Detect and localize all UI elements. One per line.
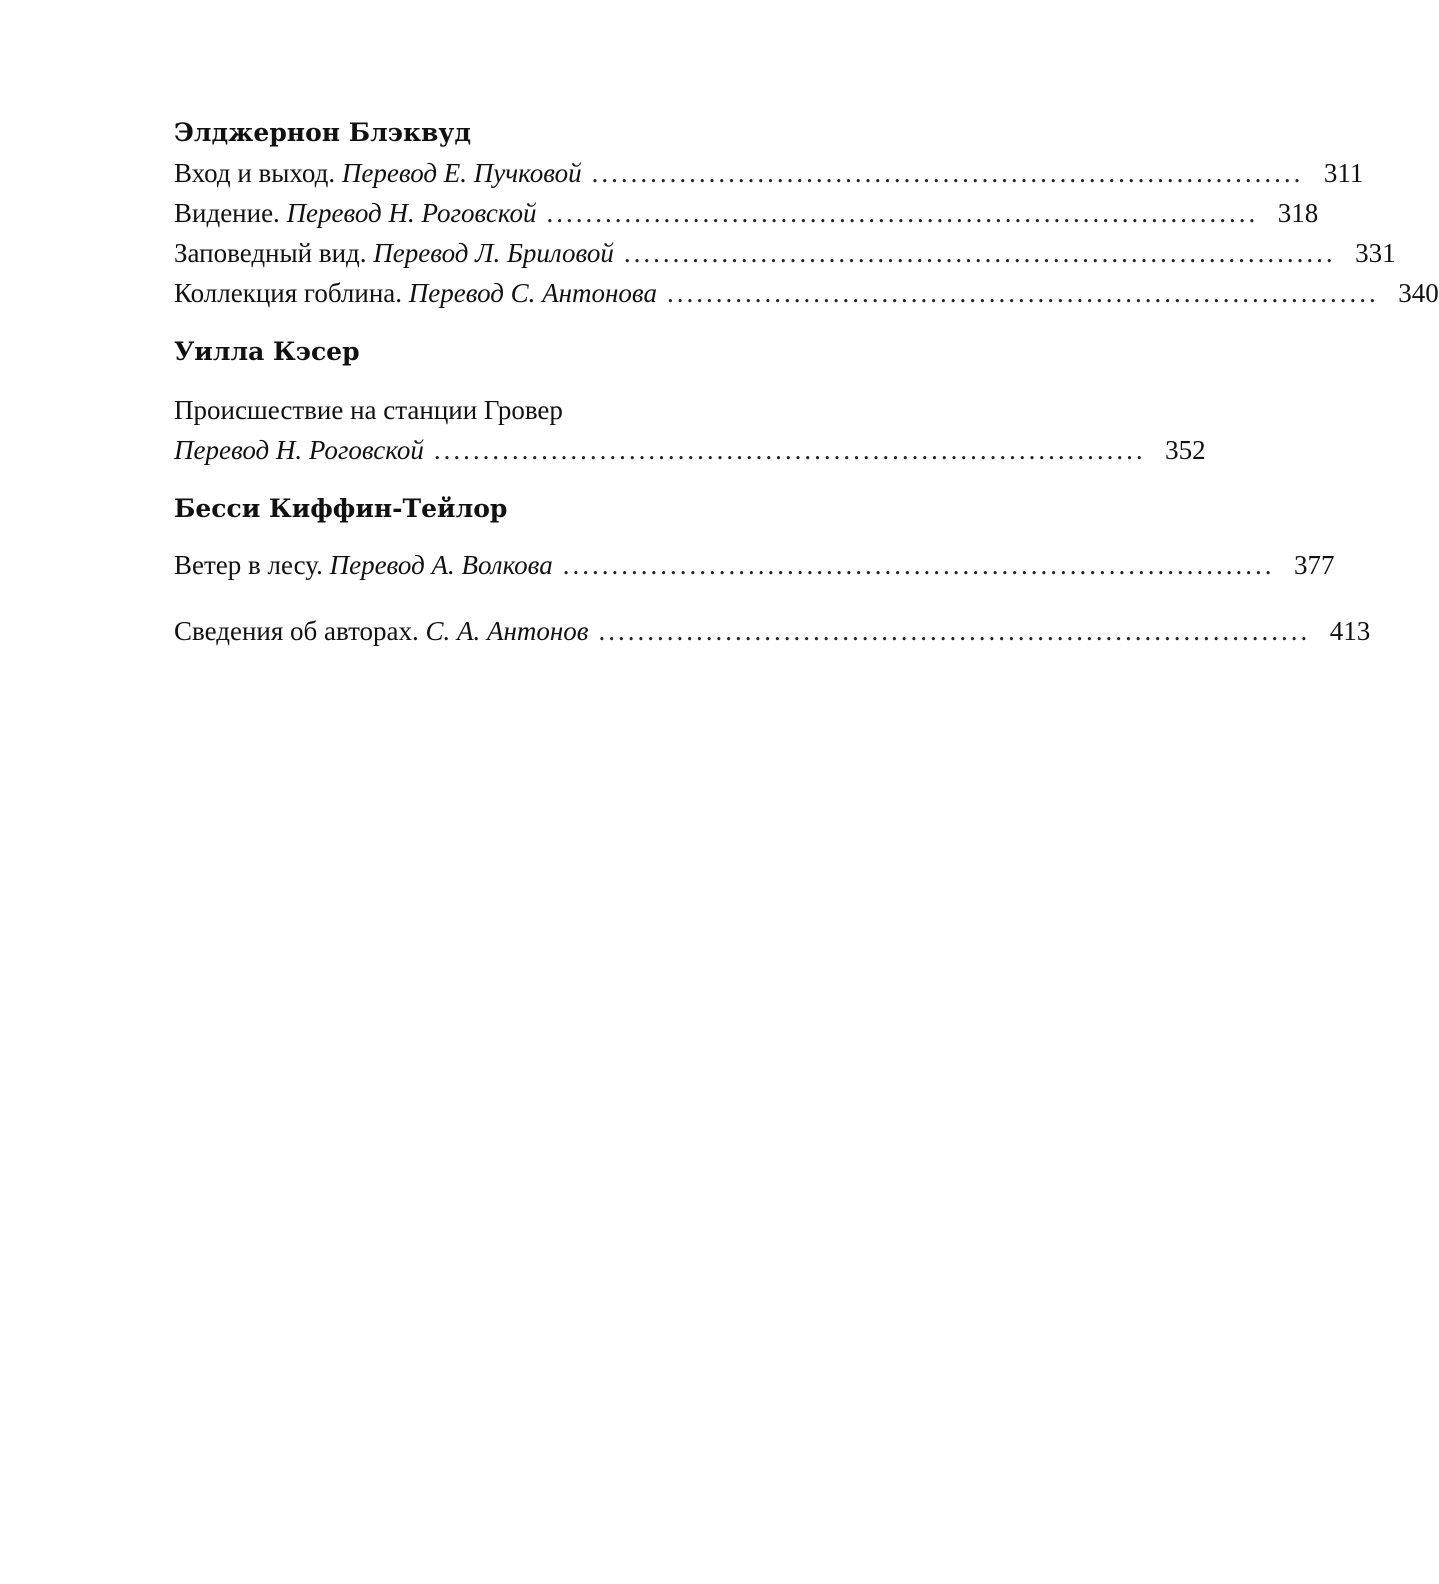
entry-translator: Перевод Н. Роговской [286,198,537,228]
entry-translator: Перевод Л. Бриловой [373,238,614,268]
entry-translator: Перевод Е. Пучковой [341,158,582,188]
section-spacer [174,585,868,611]
page-number: 340 [1398,278,1439,308]
entry-title-group [174,611,589,651]
toc-entry [174,545,1335,585]
toc-entry [174,273,1439,313]
author-heading: Элджернон Блэквуд [174,118,472,147]
entry-title-group [174,153,582,193]
entry-title-group [174,545,553,585]
dot-leader: ......................................................................... [546,198,1259,228]
page-number: 318 [1277,198,1319,228]
entry-title: Вход и выход. [174,158,336,188]
entry-title: Ветер в лесу. [174,550,323,580]
toc-entry-appendix [174,611,1371,651]
section-spacer [174,313,868,332]
entry-title: Видение. [174,198,280,228]
toc-entry [174,193,1319,233]
entry-author: С. А. Антонов [425,616,589,646]
entry-title: Заповедный вид. [174,238,367,268]
page-number: 311 [1323,158,1364,188]
entry-title: Происшествие на станции Гровер [174,395,563,425]
toc-entry [174,153,1364,193]
entry-title: Коллекция гоблина. [174,278,402,308]
section-spacer [174,470,868,489]
page-number: 352 [1165,435,1206,465]
heading-spacer [174,529,868,545]
entry-translator: Перевод С. Антонова [408,278,657,308]
author-heading: Уилла Кэсер [174,337,360,366]
entry-title-group [174,233,614,273]
dot-leader: ......................................................................... [623,238,1336,268]
page-number: 377 [1293,550,1335,580]
dot-leader: ......................................................................... [591,158,1304,188]
toc-section-blackwood [174,113,1439,313]
entry-title-group [174,273,657,313]
dot-leader: ......................................................................... [562,550,1275,580]
page-number: 331 [1355,238,1396,268]
toc-section-kiffin-taylor [174,489,1335,585]
entry-title-group [174,430,424,470]
author-heading: Бесси Киффин-Тейлор [174,494,508,523]
entry-title-group [174,193,536,233]
entry-translator: Перевод А. Волкова [329,550,553,580]
entry-title: Сведения об авторах. [174,616,419,646]
table-of-contents [174,113,1439,651]
dot-leader: ......................................................................... [598,616,1311,646]
toc-entry [174,233,1396,273]
heading-spacer [174,372,868,390]
dot-leader: ......................................................................... [666,278,1379,308]
page-number: 413 [1329,616,1371,646]
toc-section-cather [174,332,1206,470]
dot-leader: ......................................................................... [433,435,1146,465]
toc-entry [174,430,1206,470]
entry-translator: Перевод Н. Роговской [174,435,424,465]
